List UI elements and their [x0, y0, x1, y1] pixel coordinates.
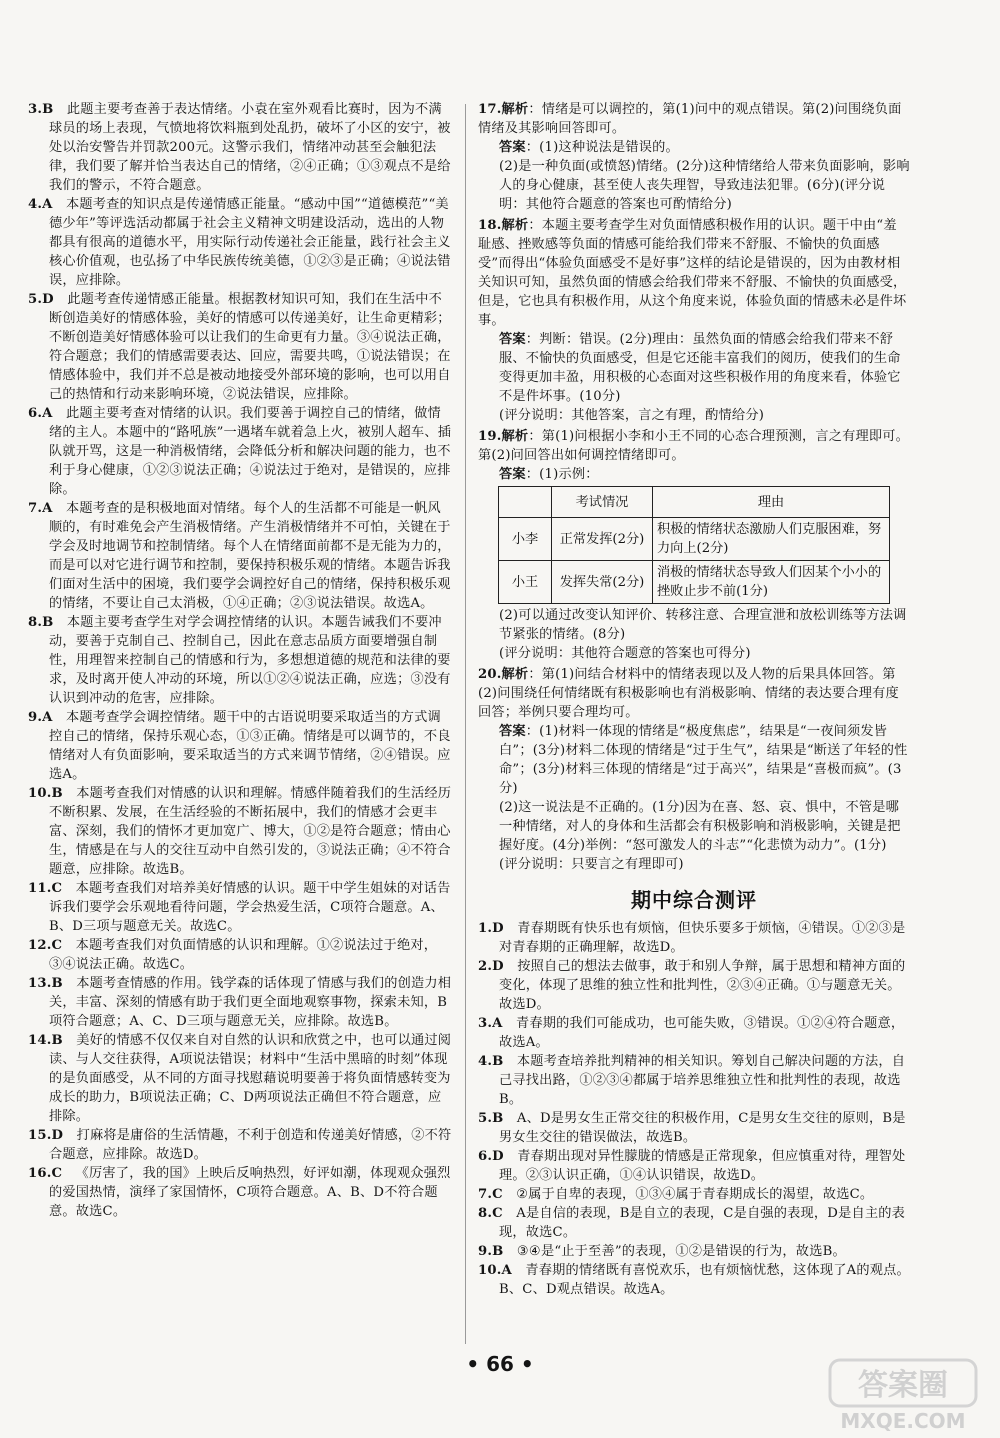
spacer [53, 406, 66, 421]
explanation-text: 此题考查传递情感正能量。根据教材知识可知，我们在生活中不断创造美好的情感体验，美好的情感可以传递美好，让生命更精彩；不断创造美好情感体验可以让我们的生命更有力量。③④说法正确，符合题意；我们的情感需要表达、回应，需要共鸣，①说法错误；在情感体验中，我们并不总是被动地接受外部环境的影响，也可以用自己的热情和行动来影响环境，②说法错误，应排除。 [49, 292, 451, 402]
midterm-answer-item [478, 1204, 910, 1242]
explanation-text: 青春期的情绪既有喜悦欢乐，也有烦恼忧愁，这体现了A的观点。B、C、D观点错误。故选A。 [499, 1263, 910, 1297]
answer-label: 答案 [499, 332, 526, 347]
question-17 [478, 100, 910, 138]
analysis-text: ：第(1)问结合材料中的情绪表现以及人物的后果具体回答。第(2)问围绕任何情绪既有积极影响也有消极影响、情绪的表达要合理有度回答；举例只要合理均可。 [478, 667, 899, 720]
question-number: 5.B [478, 1111, 504, 1126]
column-divider [465, 104, 466, 1344]
question-number: 8.C [478, 1206, 503, 1221]
question-number: 3.B [28, 102, 54, 117]
answer-item [28, 974, 452, 1031]
table-row [499, 561, 890, 604]
table-row [499, 518, 890, 561]
spacer [54, 292, 67, 307]
explanation-text: ③④是“止于至善”的表现，①②是错误的行为，故选B。 [516, 1244, 846, 1259]
spacer [62, 1166, 75, 1181]
answer-item [28, 708, 452, 784]
answer-item [28, 290, 452, 404]
spacer [63, 976, 76, 991]
question-number: 8.B [28, 615, 54, 630]
question-number: 12.C [28, 938, 63, 953]
analysis-label: 解析 [501, 102, 529, 117]
answer-label: 答案 [499, 724, 526, 739]
right-column [478, 100, 910, 1299]
question-number: 15.D [28, 1128, 64, 1143]
explanation-text: 本题考查培养批判精神的相关知识。筹划自己解决问题的方法，自己寻找出路，①②③④都属于培养思维独立性和批判性的表现，故选B。 [499, 1054, 906, 1107]
answer-item [28, 784, 452, 879]
answer-text: ：(1)示例： [525, 467, 599, 482]
midterm-answer-item [478, 1147, 910, 1185]
explanation-text: 打麻将是庸俗的生活情趣，不利于创造和传递美好情感，②不符合题意，应排除。故选D。 [49, 1128, 452, 1162]
explanation-text: 本题考查的是积极地面对情绪。每个人的生活都不可能是一帆风顺的，有时难免会产生消极情绪。产生消极情绪并不可怕，关键在于学会及时地调节和控制情绪。每个人在情绪面前都不是无能为力的，而是可以对它进行调节和控制，要保持积极乐观的情绪。本题告诉我们面对生活中的困境，我们要学会调控好自己的情绪，保持积极乐观的情绪，不要让自己太消极，①④正确；②③说法错误。故选A。 [49, 501, 451, 611]
answer-20-part2: (2)这一说法是不正确的。(1分)因为在喜、怒、哀、惧中，不管是哪一种情绪，对人的身体和生活都会有积极影响和消极影响，关键是把握好度。(4分)举例：“怒可激发人的斗志”“化悲愤为动力”。(1分) [499, 800, 901, 853]
question-number: 11.C [28, 881, 63, 896]
spacer [62, 881, 75, 896]
watermark-logo [828, 1358, 978, 1434]
question-number: 10.A [478, 1263, 512, 1278]
table-cell-student: 小王 [499, 561, 552, 604]
explanation-text: 青春期的我们可能成功，也可能失败，③错误。①②④符合题意，故选A。 [499, 1016, 905, 1050]
table-cell-student: 小李 [499, 518, 552, 561]
explanation-text: 美好的情感不仅仅来自对自然的认识和欣赏之中，也可以通过阅读、与人交往获得，A项说法错误；材料中“生活中黑暗的时刻”体现的是负面感受，从不同的方面寻找慰藉说明要善于将负面情感转变为成长的助力，B项说法正确；C、D两项说法正确但不符合题意，应排除。 [49, 1033, 452, 1124]
scoring-note-20: (评分说明：只要言之有理即可) [499, 857, 684, 872]
question-number: 3.A [478, 1016, 503, 1031]
explanation-text: A、D是男女生正常交往的积极作用，C是男女生交往的原则，B是男女生交往的错误做法，故选B。 [499, 1111, 906, 1145]
spacer [503, 1206, 516, 1221]
analysis-text: ：情绪是可以调控的，第(1)问中的观点错误。第(2)问围绕负面情绪及其影响回答即可。 [478, 102, 902, 136]
page-number: • 66 • [466, 1352, 534, 1376]
question-20 [478, 665, 910, 722]
answer-18 [478, 330, 910, 406]
spacer [504, 1149, 517, 1164]
explanation-text: 《厉害了，我的国》上映后反响热烈，好评如潮，体现观众强烈的爱国热情，演绎了家国情怀，C项符合题意。A、B、D不符合题意。故选C。 [49, 1166, 451, 1219]
question-number: 4.B [478, 1054, 504, 1069]
midterm-answer-list [478, 919, 910, 1299]
left-column [28, 100, 452, 1221]
answer-item [28, 404, 452, 499]
watermark-graphic [828, 1358, 978, 1434]
midterm-answer-item [478, 1014, 910, 1052]
spacer [53, 501, 66, 516]
table-cell-reason: 积极的情绪状态激励人们克服困难，努力向上(2分) [653, 518, 890, 561]
answer-item [28, 100, 452, 195]
question-number: 19. [478, 429, 502, 444]
answer-text: ：(1)材料一体现的情绪是“极度焦虑”，结果是“一夜间须发皆白”；(3分)材料二体现的情绪是“过于生气”，结果是“断送了年轻的性命”；(3分)材料三体现的情绪是“过于高兴”，结果是“喜极而疯”。(3分) [499, 724, 908, 796]
explanation-text: 青春期出现对异性朦胧的情感是正常现象，但应慎重对待，理智处理。②③认识正确，①④认识错误，故选D。 [499, 1149, 906, 1183]
answer-item [28, 879, 452, 936]
explanation-text: 此题主要考查对情绪的认识。我们要善于调控自己的情绪，做情绪的主人。本题中的“路吼族”一遇堵车就着急上火，被别人超车、插队就开骂，这是一种消极情绪，会降低分析和解决问题的能力，也不利于身心健康，①②③说法正确；④说法过于绝对，是错误的，应排除。 [49, 406, 452, 497]
table-cell-situation: 正常发挥(2分) [552, 518, 653, 561]
midterm-answer-item [478, 1185, 910, 1204]
answer-text: ：判断：错误。(2分)理由：虽然负面的情感会给我们带来不舒服、不愉快的负面感受，但是它还能丰富我们的阅历，使我们的生命变得更加丰盈，用积极的心态面对这些积极作用的角度来看，体验它不是件坏事。(10分) [499, 332, 901, 404]
question-number: 7.C [478, 1187, 503, 1202]
question-number: 20. [478, 667, 502, 682]
answer-item [28, 1164, 452, 1221]
table-header-row [499, 487, 890, 518]
question-number: 2.D [478, 959, 504, 974]
question-number: 13.B [28, 976, 63, 991]
watermark-title: 答案圈 [858, 1368, 948, 1403]
answer-item [28, 613, 452, 708]
answer-item [28, 499, 452, 613]
question-number: 14.B [28, 1033, 63, 1048]
analysis-text: ：第(1)问根据小李和小王不同的心态合理预测，言之有理即可。第(2)问回答出如何调控情绪即可。 [478, 429, 910, 463]
table-header-cell: 考试情况 [552, 487, 653, 518]
answer-table [498, 486, 890, 604]
question-number: 1.D [478, 921, 504, 936]
table-header-cell: 理由 [653, 487, 890, 518]
answer-item [28, 195, 452, 290]
answer-19 [478, 465, 910, 484]
question-number: 5.D [28, 292, 54, 307]
explanation-text: 青春期既有快乐也有烦恼，但快乐要多于烦恼，④错误。①②③是对青春期的正确理解，故选D。 [499, 921, 906, 955]
scoring-note-19: (评分说明：其他符合题意的答案也可得分) [499, 646, 751, 661]
explanation-text: 本题考查我们对情感的认识和理解。情感伴随着我们的生活经历不断积累、发展，在生活经验的不断拓展中，我们的情感才会更丰富、深刻，我们的情怀才更加宽广、博大，①②是符合题意；情由心生，情感是在与人的交往互动中自然引发的，③说法正确；④不符合题意，应排除。故选B。 [49, 786, 452, 877]
watermark-url: MXQE.COM [840, 1409, 966, 1433]
midterm-answer-item [478, 919, 910, 957]
spacer [503, 1016, 516, 1031]
spacer [503, 1187, 516, 1202]
spacer [504, 921, 517, 936]
explanation-text: ②属于自卑的表现，①③④属于青春期成长的渴望，故选C。 [516, 1187, 874, 1202]
question-number: 4.A [28, 197, 53, 212]
spacer [63, 1033, 76, 1048]
explanation-text: 本题考查学会调控情绪。题干中的古语说明要采取适当的方式调控自己的情绪，保持乐观心态，①③正确。情绪是可以调节的，不良情绪对人有负面影响，要采取适当的方式来调节情绪，②④错误。应选A。 [49, 710, 451, 782]
answer-17-part2: (2)是一种负面(或愤怒)情绪。(2分)这种情绪给人带来负面影响，影响人的身心健康，甚至使人丧失理智，导致违法犯罪。(6分)(评分说明：其他符合题意的答案也可酌情给分) [499, 159, 910, 212]
explanation-text: 本题考查我们对负面情感的认识和理解。①②说法过于绝对，③④说法正确。故选C。 [49, 938, 438, 972]
answer-text: ：(1)这种说法是错误的。 [525, 140, 679, 155]
spacer [63, 786, 76, 801]
answer-19-part2: (2)可以通过改变认知评价、转移注意、合理宣泄和放松训练等方法调节紧张的情绪。(8分) [499, 608, 907, 642]
spacer [54, 102, 67, 117]
question-number: 7.A [28, 501, 53, 516]
question-18 [478, 216, 910, 330]
explanation-text: 本题主要考查学生对学会调控情绪的认识。本题告诫我们不要冲动，要善于克制自己、控制自己，因此在意志品质方面要增强自制性，用理智来控制自己的情感和行为，多想想道德的规范和法律的要求，及时离开使人冲动的环境，所以①②④说法正确，应选；③没有认识到冲动的危害，应排除。 [49, 615, 451, 706]
answer-20 [478, 722, 910, 798]
section-title: 期中综合测评 [631, 888, 757, 912]
question-19 [478, 427, 910, 465]
spacer [53, 710, 66, 725]
explanation-text: 此题主要考查善于表达情绪。小袁在室外观看比赛时，因为不满球员的场上表现，气愤地将饮料瓶到处乱扔，破坏了小区的安宁，被处以治安警告并罚款200元。这警示我们，情绪冲动甚至会触犯法律，我们要了解并恰当表达自己的情绪，②④正确；①③观点不是给我们的警示，不符合题意。 [49, 102, 451, 193]
spacer [504, 1111, 517, 1126]
table-header-blank [499, 487, 552, 518]
analysis-label: 解析 [501, 218, 529, 233]
spacer [504, 1054, 517, 1069]
question-number: 6.D [478, 1149, 504, 1164]
explanation-text: 按照自己的想法去做事，敢于和别人争辩，属于思想和精神方面的变化，体现了思维的独立性和批判性，②③④正确。①与题意无关。故选D。 [499, 959, 906, 1012]
analysis-text: ：本题主要考查学生对负面情感积极作用的认识。题干中由“羞耻感、挫败感等负面的情感可能给我们带来不舒服、不愉快的负面感受”而得出“体验负面感受不是好事”这样的结论是错误的，因为由教材相关知识可知，虽然负面的情感会给我们带来不舒服、不愉快的负面感受，但是，它也具有积极作用，从这个角度来说，体验负面的情感未必是件坏事。 [478, 218, 907, 328]
explanation-text: 本题考查情感的作用。钱学森的话体现了情感与我们的创造力相关，丰富、深刻的情感有助于我们更全面地观察事物，探索未知，B项符合题意；A、C、D三项与题意无关，应排除。故选B。 [49, 976, 452, 1029]
question-number: 6.A [28, 406, 53, 421]
spacer [54, 615, 67, 630]
explanation-text: A是自信的表现，B是自立的表现，C是自强的表现，D是自主的表现，故选C。 [499, 1206, 906, 1240]
answer-17 [478, 138, 910, 157]
question-number: 17. [478, 102, 502, 117]
spacer [63, 1128, 76, 1143]
spacer [53, 197, 66, 212]
analysis-label: 解析 [501, 429, 529, 444]
spacer [504, 959, 517, 974]
explanation-text: 本题考查我们对培养美好情感的认识。题干中学生姐妹的对话告诉我们要学会乐观地看待问题，学会热爱生活，C项符合题意。A、B、D三项与题意无关。故选C。 [49, 881, 451, 934]
answer-item [28, 1126, 452, 1164]
spacer [62, 938, 75, 953]
midterm-answer-item [478, 1261, 910, 1299]
midterm-answer-item [478, 957, 910, 1014]
midterm-answer-item [478, 1109, 910, 1147]
question-number: 18. [478, 218, 502, 233]
answer-label: 答案 [499, 140, 526, 155]
spacer [512, 1263, 525, 1278]
midterm-answer-item [478, 1242, 910, 1261]
question-number: 10.B [28, 786, 63, 801]
table-cell-reason: 消极的情绪状态导致人们因某个小小的挫败止步不前(1分) [653, 561, 890, 604]
table-cell-situation: 发挥失常(2分) [552, 561, 653, 604]
answer-item [28, 1031, 452, 1126]
analysis-label: 解析 [501, 667, 529, 682]
scoring-note-18: (评分说明：其他答案，言之有理，酌情给分) [499, 408, 765, 423]
question-number: 9.A [28, 710, 53, 725]
spacer [504, 1244, 517, 1259]
answer-item [28, 936, 452, 974]
question-number: 16.C [28, 1166, 63, 1181]
answer-label: 答案 [499, 467, 526, 482]
explanation-text: 本题考查的知识点是传递情感正能量。“感动中国”“道德模范”“美德少年”等评选活动都属于社会主义精神文明建设活动，选出的人物都具有很高的道德水平，用实际行动传递社会正能量，践行社会主义核心价值观，也弘扬了中华民族传统美德，①②③是正确；④说法错误，应排除。 [49, 197, 451, 288]
question-number: 9.B [478, 1244, 504, 1259]
midterm-answer-item [478, 1052, 910, 1109]
